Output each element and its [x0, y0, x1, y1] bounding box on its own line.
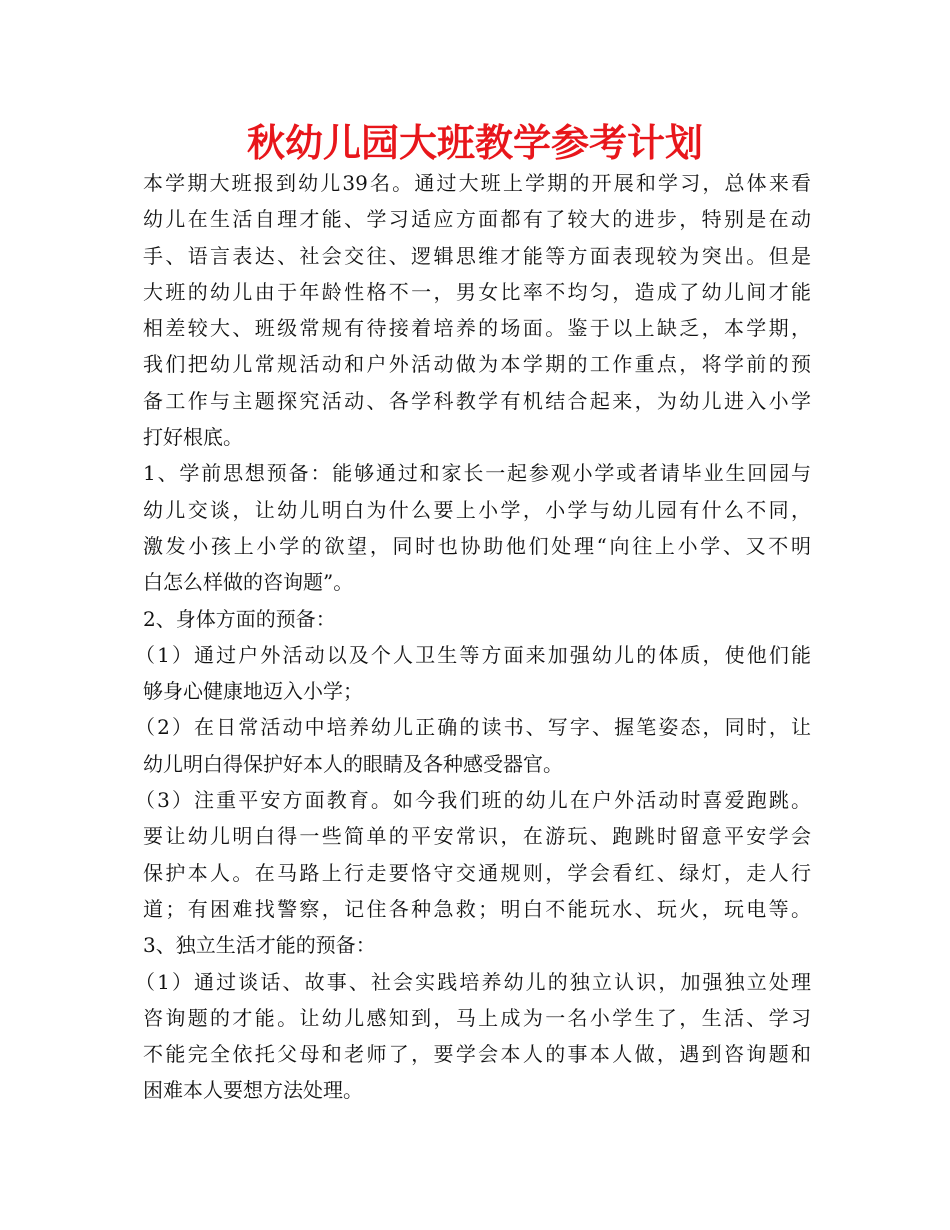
text-line: 手、语言表达、社会交往、逻辑思维才能等方面表现较为突出。但是 [143, 243, 811, 268]
text-line: 1、学前思想预备：能够通过和家长一起参观小学或者请毕业生回园与 [143, 461, 811, 486]
section-heading: 3、独立生活才能的预备： [143, 933, 376, 958]
text-line: （1）通过户外活动以及个人卫生等方面来加强幼儿的体质，使他们能 [135, 642, 811, 667]
text-line: 打好根底。 [143, 425, 243, 450]
text-line: 要让幼儿明白得一些简单的平安常识，在游玩、跑跳时留意平安学会 [143, 824, 811, 849]
text-line: 咨询题的才能。让幼儿感知到，马上成为一名小学生了，生活、学习 [143, 1005, 811, 1030]
text-line: 幼儿在生活自理才能、学习适应方面都有了较大的进步，特别是在动 [143, 207, 811, 232]
text-line: 我们把幼儿常规活动和户外活动做为本学期的工作重点，将学前的预 [143, 352, 811, 377]
document-body [135, 165, 811, 1109]
text-line: 保护本人。在马路上行走要恪守交通规则，学会看红、绿灯，走人行 [143, 860, 811, 885]
text-line: 相差较大、班级常规有待接着培养的场面。鉴于以上缺乏，本学期， [143, 316, 811, 341]
text-line: （3）注重平安方面教育。如今我们班的幼儿在户外活动时喜爱跑跳。 [135, 788, 811, 813]
text-line: 幼儿明白得保护好本人的眼睛及各种感受器官。 [143, 751, 563, 776]
text-line: 道；有困难找警察，记住各种急救；明白不能玩水、玩火，玩电等。 [143, 896, 811, 921]
text-line: 激发小孩上小学的欲望，同时也协助他们处理“向往上小学、又不明 [143, 533, 811, 558]
text-line: 备工作与主题探究活动、各学科教学有机结合起来，为幼儿进入小学 [143, 388, 811, 413]
section-heading: 2、身体方面的预备： [143, 606, 336, 631]
document-title: 秋幼儿园大班教学参考计划 [246, 121, 703, 165]
text-line: （2）在日常活动中培养幼儿正确的读书、写字、握笔姿态，同时，让 [135, 715, 811, 740]
text-line: 困难本人要想方法处理。 [143, 1078, 363, 1103]
text-line: 不能完全依托父母和老师了，要学会本人的事本人做，遇到咨询题和 [143, 1042, 811, 1067]
text-line: （1）通过谈话、故事、社会实践培养幼儿的独立认识，加强独立处理 [135, 969, 811, 994]
text-line: 本学期大班报到幼儿39名。通过大班上学期的开展和学习，总体来看 [143, 171, 811, 195]
text-line: 大班的幼儿由于年龄性格不一，男女比率不均匀，造成了幼儿间才能 [143, 279, 811, 304]
text-line: 白怎么样做的咨询题”。 [143, 570, 354, 595]
text-line: 够身心健康地迈入小学； [143, 679, 363, 704]
text-line: 幼儿交谈，让幼儿明白为什么要上小学，小学与幼儿园有什么不同， [143, 497, 811, 522]
